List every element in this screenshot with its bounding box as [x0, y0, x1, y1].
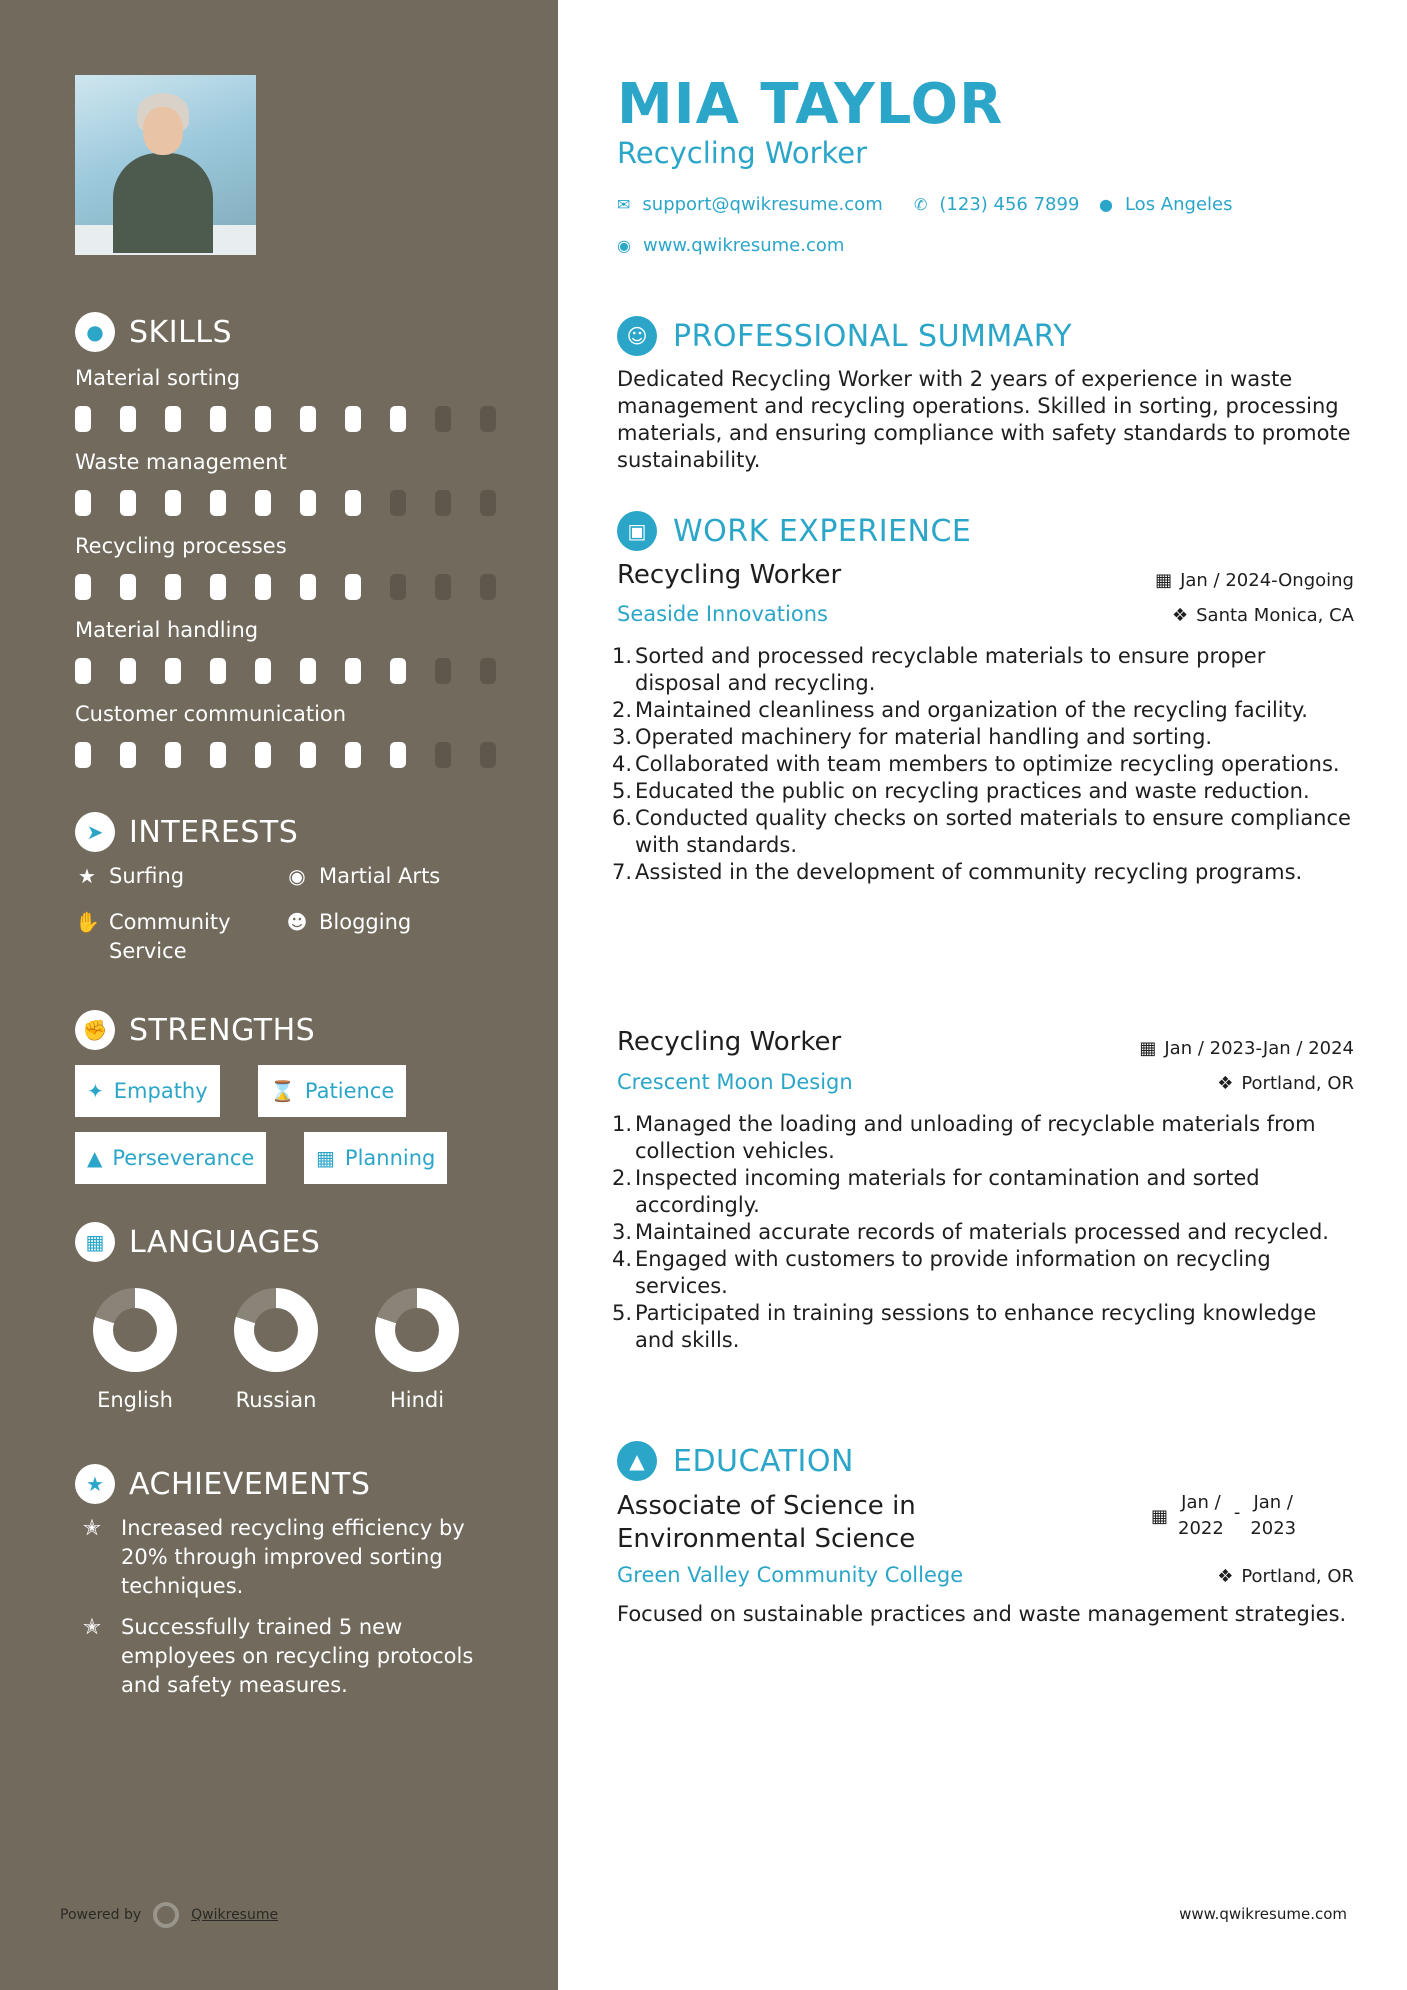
summary-heading: ☺ PROFESSIONAL SUMMARY — [617, 316, 1072, 356]
skill-pip — [75, 742, 91, 768]
strengths-heading: ✊ STRENGTHS — [75, 1010, 315, 1050]
skill-pip — [345, 490, 361, 516]
contact-location: ● Los Angeles — [1099, 194, 1233, 215]
job-location: ❖ Santa Monica, CA — [1171, 605, 1354, 626]
strength-badge: ▦ Planning — [304, 1132, 447, 1184]
skill-pip — [255, 490, 271, 516]
skill-pip — [390, 574, 406, 600]
hand-icon: ✋ — [75, 910, 100, 934]
job-company: Seaside Innovations — [617, 602, 828, 626]
skill-pip — [75, 574, 91, 600]
skill-pip — [300, 742, 316, 768]
calendar-icon: ▦ — [1155, 570, 1173, 591]
skill-pip — [390, 406, 406, 432]
interest-item: ◉ Martial Arts — [285, 862, 440, 891]
skill-pip — [390, 742, 406, 768]
job-duty: 4. Collaborated with team members to optimize recycling operations. — [612, 752, 1340, 776]
skill-pip — [300, 406, 316, 432]
sidebar — [0, 0, 558, 1990]
skill-pip — [255, 658, 271, 684]
skill-level-bar — [75, 742, 496, 768]
strength-badge: ✦ Empathy — [75, 1065, 220, 1117]
calendar-icon: ▦ — [1151, 1506, 1169, 1527]
skill-pip — [480, 490, 496, 516]
envelope-icon: ✉ — [617, 195, 631, 214]
users-icon: ☻ — [286, 910, 308, 934]
job-duty: 6. Conducted quality checks on sorted materials to ensure compliance with standards. — [612, 806, 1351, 857]
skill-pip — [165, 658, 181, 684]
globe-icon: ◉ — [617, 236, 631, 255]
skill-pip — [75, 406, 91, 432]
summary-text: Dedicated Recycling Worker with 2 years of experience in waste management and recycling operations. Skilled in sorting, processing materials, and ensuring compliance with safety standards to promote sustainability. — [617, 367, 1351, 472]
skill-pip — [480, 742, 496, 768]
skill-pip — [75, 490, 91, 516]
skill-pip — [390, 658, 406, 684]
language-ring — [375, 1288, 459, 1372]
skill-level-bar — [75, 490, 496, 516]
interest-item: ★ Surfing — [75, 862, 184, 891]
pin-icon: ❖ — [1217, 1073, 1234, 1094]
skill-pip — [345, 742, 361, 768]
skill-pip — [435, 490, 451, 516]
footer-website[interactable]: www.qwikresume.com — [1179, 1905, 1347, 1923]
skill-pip — [480, 658, 496, 684]
skill-level-bar — [75, 658, 496, 684]
skill-pip — [165, 574, 181, 600]
skill-pip — [480, 406, 496, 432]
skill-pip — [210, 574, 226, 600]
job-duty: 7. Assisted in the development of community recycling programs. — [612, 860, 1303, 884]
star-icon: ★ — [78, 864, 96, 888]
skill-pip — [210, 490, 226, 516]
language-ring — [234, 1288, 318, 1372]
skill-pip — [480, 574, 496, 600]
skill-pip — [435, 742, 451, 768]
experience-heading: ▣ WORK EXPERIENCE — [617, 511, 971, 551]
school-location: ❖ Portland, OR — [1217, 1566, 1354, 1587]
main-content — [558, 0, 1407, 1990]
job-title: Recycling Worker — [617, 1027, 842, 1057]
job-duties-list — [612, 1111, 1352, 1354]
job-duty: 1. Managed the loading and unloading of recyclable materials from collection vehicles. — [612, 1112, 1316, 1163]
skill-pip — [300, 658, 316, 684]
skill-pip — [435, 574, 451, 600]
interest-item: ☻ Blogging — [285, 908, 411, 937]
skill-name: Material sorting — [75, 366, 241, 390]
degree-title: Associate of Science in Environmental Science — [617, 1491, 916, 1554]
job-location: ❖ Portland, OR — [1217, 1073, 1354, 1094]
qwikresume-logo-icon — [153, 1902, 179, 1928]
skill-pip — [165, 406, 181, 432]
school-name: Green Valley Community College — [617, 1563, 964, 1587]
skill-pip — [345, 406, 361, 432]
skill-level-bar — [75, 406, 496, 432]
skill-pip — [300, 490, 316, 516]
language-item: Hindi — [347, 1288, 487, 1412]
skill-pip — [120, 742, 136, 768]
language-ring — [93, 1288, 177, 1372]
job-title: Recycling Worker — [617, 560, 842, 590]
job-duty: 2. Inspected incoming materials for contamination and sorted accordingly. — [612, 1166, 1260, 1217]
skill-pip — [120, 490, 136, 516]
skill-pip — [255, 406, 271, 432]
skill-pip — [345, 658, 361, 684]
candidate-name: MIA TAYLOR — [617, 72, 1004, 137]
skill-pip — [120, 658, 136, 684]
interests-heading: ➤ INTERESTS — [75, 812, 298, 852]
languages-heading: ▦ LANGUAGES — [75, 1222, 320, 1262]
skill-pip — [435, 406, 451, 432]
job-duty: 3. Maintained accurate records of materials processed and recycled. — [612, 1220, 1329, 1244]
skill-name: Customer communication — [75, 702, 347, 726]
graduation-icon: ▲ — [617, 1441, 657, 1481]
star-badge-icon: ★ — [75, 1464, 115, 1504]
skill-pip — [75, 658, 91, 684]
skill-pip — [255, 574, 271, 600]
skill-pip — [120, 406, 136, 432]
user-icon: ☺ — [617, 316, 657, 356]
language-item: Russian — [206, 1288, 346, 1412]
map-pin-icon: ● — [1099, 195, 1113, 214]
skill-pip — [345, 574, 361, 600]
calendar-icon: ▦ — [1139, 1038, 1157, 1059]
stars-icon: ✭ — [82, 1516, 102, 1541]
skill-level-bar — [75, 574, 496, 600]
skill-pip — [165, 490, 181, 516]
skill-name: Waste management — [75, 450, 287, 474]
calendar-icon: ▦ — [316, 1146, 335, 1170]
job-dates: ▦ Jan / 2024-Ongoing — [1155, 570, 1354, 591]
skill-name: Material handling — [75, 618, 259, 642]
job-duty: 2. Maintained cleanliness and organization of the recycling facility. — [612, 698, 1308, 722]
contact-website[interactable]: ◉ www.qwikresume.com — [617, 235, 845, 256]
globe-icon: ◉ — [288, 864, 306, 888]
skill-pip — [390, 490, 406, 516]
job-duties-list — [612, 643, 1352, 886]
education-text: Focused on sustainable practices and waste management strategies. — [617, 1602, 1347, 1626]
interest-item: ✋ Community Service — [75, 908, 255, 966]
skill-name: Recycling processes — [75, 534, 287, 558]
skill-pip — [435, 658, 451, 684]
job-duty: 5. Participated in training sessions to enhance recycling knowledge and skills. — [612, 1301, 1317, 1352]
hourglass-icon: ⌛ — [270, 1079, 295, 1103]
powered-by: Powered by Qwikresume — [60, 1902, 278, 1928]
contact-phone: ✆ (123) 456 7899 — [914, 194, 1080, 215]
handshake-icon: ✦ — [87, 1079, 104, 1103]
chair-icon: ▣ — [617, 511, 657, 551]
achievement-item: ✭ Increased recycling efficiency by 20% through improved sorting techniques. — [75, 1514, 495, 1601]
profile-photo — [75, 75, 256, 255]
lightbulb-icon: ● — [75, 312, 115, 352]
achievements-heading: ★ ACHIEVEMENTS — [75, 1464, 370, 1504]
education-heading: ▲ EDUCATION — [617, 1441, 854, 1481]
education-dates: ▦ Jan / 2022 - Jan / 2023 — [1151, 1490, 1296, 1542]
skill-pip — [255, 742, 271, 768]
fist-icon: ✊ — [75, 1010, 115, 1050]
candidate-role: Recycling Worker — [617, 136, 868, 170]
strength-badge: ⌛ Patience — [258, 1065, 406, 1117]
job-duty: 4. Engaged with customers to provide information on recycling services. — [612, 1247, 1271, 1298]
achievement-item: ✭ Successfully trained 5 new employees on recycling protocols and safety measures. — [75, 1613, 495, 1700]
stars-icon: ✭ — [82, 1615, 102, 1640]
qwikresume-link[interactable]: Qwikresume — [191, 1907, 279, 1923]
paper-plane-icon: ➤ — [75, 812, 115, 852]
job-duty: 3. Operated machinery for material handling and sorting. — [612, 725, 1213, 749]
road-icon: ▲ — [87, 1146, 103, 1170]
job-dates: ▦ Jan / 2023-Jan / 2024 — [1139, 1038, 1354, 1059]
language-item: English — [65, 1288, 205, 1412]
job-company: Crescent Moon Design — [617, 1070, 853, 1094]
skills-heading: ● SKILLS — [75, 312, 232, 352]
skill-pip — [165, 742, 181, 768]
pin-icon: ❖ — [1171, 605, 1189, 626]
skill-pip — [210, 742, 226, 768]
pin-icon: ❖ — [1217, 1566, 1234, 1587]
skill-pip — [210, 406, 226, 432]
job-duty: 5. Educated the public on recycling practices and waste reduction. — [612, 779, 1310, 803]
skill-pip — [300, 574, 316, 600]
job-duty: 1. Sorted and processed recyclable materials to ensure proper disposal and recycling. — [612, 644, 1266, 695]
contact-email[interactable]: ✉ support@qwikresume.com — [617, 194, 883, 215]
language-icon: ▦ — [75, 1222, 115, 1262]
skill-pip — [210, 658, 226, 684]
phone-icon: ✆ — [914, 195, 928, 214]
skill-pip — [120, 574, 136, 600]
strength-badge: ▲ Perseverance — [75, 1132, 266, 1184]
